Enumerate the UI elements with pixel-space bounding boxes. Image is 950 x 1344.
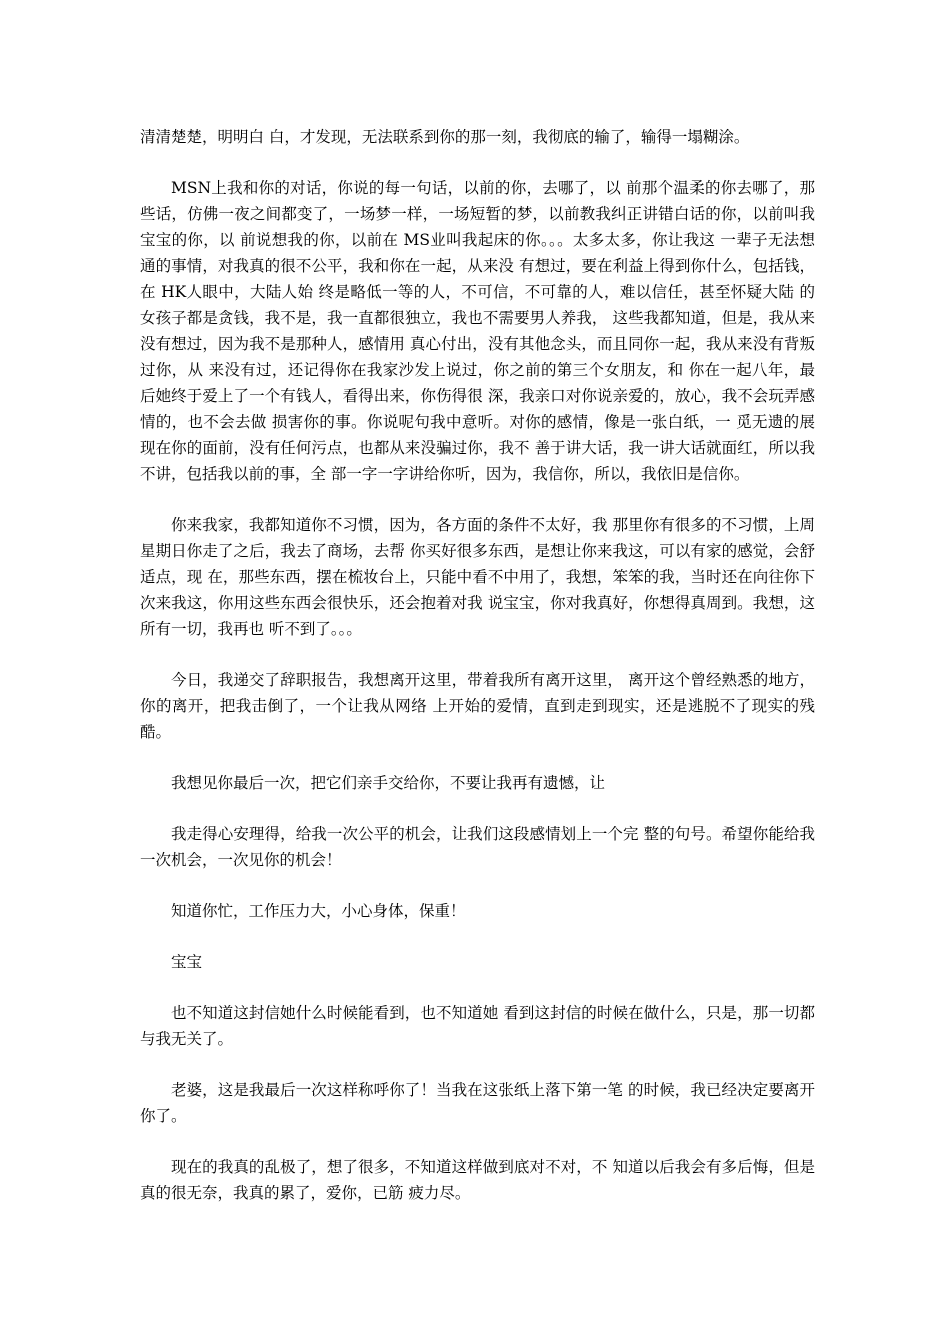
paragraph-1: 清清楚楚，明明白 白，才发现，无法联系到你的那一刻，我彻底的输了，输得一塌糊涂。 — [140, 128, 750, 146]
paragraph-6: 我走得心安理得，给我一次公平的机会，让我们这段感情划上一个完 整的句号。希望你能给我一次机会，一次见你的机会！ — [140, 825, 815, 869]
paragraph-4: 今日，我递交了辞职报告，我想离开这里，带着我所有离开这里， 离开这个曾经熟悉的地方，你的离开，把我击倒了，一个让我从网络 上开始的爱情，直到走到现实，还是逃脱不了现实的残酷。 — [140, 671, 815, 741]
paragraph-7: 知道你忙，工作压力大，小心身体，保重！ — [171, 902, 466, 920]
signature-line: 宝宝 — [171, 953, 203, 971]
paragraph-9: 也不知道这封信她什么时候能看到，也不知道她 看到这封信的时候在做什么，只是，那一切都与我无关了。 — [140, 1004, 815, 1048]
paragraph-5: 我想见你最后一次，把它们亲手交给你，不要让我再有遗憾，让 — [171, 774, 606, 792]
paragraph-11: 现在的我真的乱极了，想了很多，不知道这样做到底对不对，不 知道以后我会有多后悔，但是真的很无奈，我真的累了，爱你，已筋 疲力尽。 — [140, 1158, 815, 1202]
document-page — [140, 124, 815, 1231]
paragraph-3: 你来我家，我都知道你不习惯，因为，各方面的条件不太好，我 那里你有很多的不习惯，上周星期日你走了之后，我去了商场，去帮 你买好很多东西，是想让你来我这，可以有家的感觉，会舒适点，现 在，那些东西，摆在梳妆台上，只能中看不中用了，我想，笨笨的我，当时还在向往你下次来我这，你用这些东西会很快乐，还会抱着对我 说宝宝，你对我真好，你想得真周到。我想，这所有一切，我再也 听不到了。。。 — [140, 516, 815, 638]
paragraph-2: MSN上我和你的对话，你说的每一句话，以前的你，去哪了，以 前那个温柔的你去哪了，那些话，仿佛一夜之间都变了，一场梦一样，一场短暂的梦，以前教我纠正讲错白话的你，以前叫我宝宝的你，以 前说想我的你，以前在 MS业叫我起床的你。。。太多太多，你让我这 一辈子无法想通的事情，对我真的很不公平，我和你在一起，从来没 有想过，要在利益上得到你什么，包括钱，在 HK人眼中，大陆人始 终是略低一等的人，不可信，不可靠的人，难以信任，甚至怀疑大陆 的女孩子都是贪钱，我不是，我一直都很独立，我也不需要男人养我， 这些我都知道，但是，我从来没有想过，因为我不是那种人，感情用 真心付出，没有其他念头，而且同你一起，我从来没有背叛过你，从 来没有过，还记得你在我家沙发上说过，你之前的第三个女朋友，和 你在一起八年，最后她终于爱上了一个有钱人，看得出来，你伤得很 深，我亲口对你说亲爱的，放心，我不会玩弄感情的，也不会去做 损害你的事。你说呢句我中意听。对你的感情，像是一张白纸，一 觅无遗的展现在你的面前，没有任何污点，也都从来没骗过你，我不 善于讲大话，我一讲大话就面红，所以我不讲，包括我以前的事，全 部一字一字讲给你听，因为，我信你，所以，我依旧是信你。 — [140, 179, 815, 483]
paragraph-10: 老婆，这是我最后一次这样称呼你了！当我在这张纸上落下第一笔 的时候，我已经决定要离开你了。 — [140, 1081, 815, 1125]
